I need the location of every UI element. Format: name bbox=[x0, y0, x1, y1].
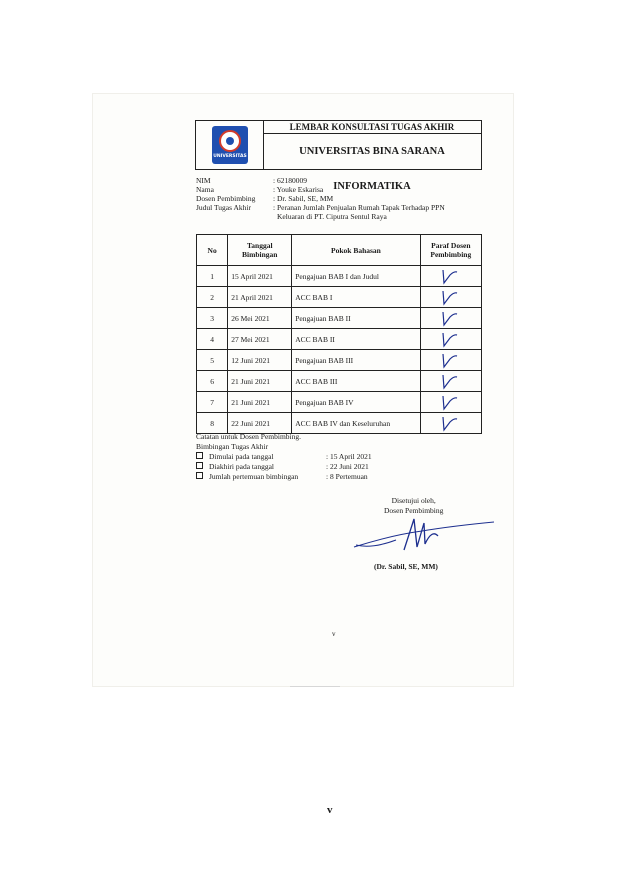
nama-label: Nama bbox=[196, 185, 214, 194]
row-signature bbox=[420, 350, 481, 371]
approval-line-2: Dosen Pembimbing bbox=[384, 506, 444, 515]
header-no: No bbox=[197, 235, 228, 266]
table-row bbox=[197, 392, 482, 413]
row-date: 15 April 2021 bbox=[228, 266, 292, 287]
supervisor-name: (Dr. Sabil, SE, MM) bbox=[374, 562, 438, 571]
row-date: 12 Juni 2021 bbox=[228, 350, 292, 371]
notes-item-label: Dimulai pada tanggal bbox=[209, 452, 274, 461]
row-signature bbox=[420, 392, 481, 413]
checkbox-icon bbox=[196, 462, 203, 469]
row-no: 4 bbox=[197, 329, 228, 350]
row-date: 21 Juni 2021 bbox=[228, 371, 292, 392]
paraf-signature-icon bbox=[439, 372, 459, 390]
approval-line-1: Disetujui oleh, bbox=[391, 496, 436, 505]
notes-item-value: : 22 Juni 2021 bbox=[326, 462, 369, 471]
table-row bbox=[197, 266, 482, 287]
row-topic: ACC BAB II bbox=[292, 329, 420, 350]
row-topic: Pengajuan BAB II bbox=[292, 308, 420, 329]
nim-label: NIM bbox=[196, 176, 211, 185]
document-title: LEMBAR KONSULTASI TUGAS AKHIR bbox=[263, 121, 481, 134]
table-row bbox=[197, 308, 482, 329]
header-tanggal-1: Tanggal bbox=[246, 241, 273, 250]
row-no: 1 bbox=[197, 266, 228, 287]
dosen-value: : Dr. Sabil, SE, MM bbox=[273, 194, 334, 203]
paraf-signature-icon bbox=[439, 393, 459, 411]
table-row bbox=[197, 329, 482, 350]
row-no: 3 bbox=[197, 308, 228, 329]
row-date: 27 Mei 2021 bbox=[228, 329, 292, 350]
judul-value-2: Keluaran di PT. Ciputra Sentul Raya bbox=[277, 212, 387, 221]
logo-text: UNIVERSITAS bbox=[213, 154, 247, 159]
row-no: 5 bbox=[197, 350, 228, 371]
supervisor-signature-icon bbox=[352, 513, 502, 561]
row-date: 26 Mei 2021 bbox=[228, 308, 292, 329]
row-no: 8 bbox=[197, 413, 228, 434]
nim-value: : 62180009 bbox=[273, 176, 307, 185]
row-signature bbox=[420, 287, 481, 308]
row-signature bbox=[420, 266, 481, 287]
header-pokok: Pokok Bahasan bbox=[292, 235, 420, 266]
header-tanggal-2: Bimbingan bbox=[242, 250, 278, 259]
notes-section bbox=[196, 432, 372, 482]
row-signature bbox=[420, 371, 481, 392]
row-signature bbox=[420, 329, 481, 350]
logo-cell bbox=[196, 121, 264, 169]
header-paraf-2: Pembimbing bbox=[430, 250, 472, 259]
paraf-signature-icon bbox=[439, 351, 459, 369]
judul-value-1: : Peranan Jumlah Penjualan Rumah Tapak Terhadap PPN bbox=[273, 203, 445, 212]
scan-edge-line bbox=[290, 686, 340, 687]
table-header-row bbox=[197, 235, 482, 266]
header-paraf-1: Paraf Dosen bbox=[431, 241, 471, 250]
row-no: 6 bbox=[197, 371, 228, 392]
university-name: UNIVERSITAS BINA SARANA INFORMATIKA bbox=[299, 146, 445, 192]
notes-item-value: : 8 Pertemuan bbox=[326, 472, 368, 481]
table-row bbox=[197, 371, 482, 392]
table-row bbox=[197, 350, 482, 371]
dosen-label: Dosen Pembimbing bbox=[196, 194, 256, 203]
row-signature bbox=[420, 413, 481, 434]
notes-item bbox=[196, 462, 369, 472]
row-signature bbox=[420, 308, 481, 329]
row-date: 21 April 2021 bbox=[228, 287, 292, 308]
university-logo-icon bbox=[212, 126, 248, 164]
row-topic: Pengajuan BAB III bbox=[292, 350, 420, 371]
checkbox-icon bbox=[196, 472, 203, 479]
checkbox-icon bbox=[196, 452, 203, 459]
row-topic: ACC BAB III bbox=[292, 371, 420, 392]
notes-item-label: Jumlah pertemuan bimbingan bbox=[209, 472, 299, 481]
paraf-signature-icon bbox=[439, 309, 459, 327]
page-number: v bbox=[327, 804, 333, 816]
judul-label: Judul Tugas Akhir bbox=[196, 203, 252, 212]
row-no: 7 bbox=[197, 392, 228, 413]
notes-item bbox=[196, 452, 372, 462]
table-row bbox=[197, 413, 482, 434]
notes-item-value: : 15 April 2021 bbox=[326, 452, 372, 461]
notes-line-2: Bimbingan Tugas Akhir bbox=[196, 442, 269, 451]
notes-item bbox=[196, 472, 368, 482]
row-topic: ACC BAB IV dan Keseluruhan bbox=[292, 413, 420, 434]
row-topic: Pengajuan BAB IV bbox=[292, 392, 420, 413]
consultation-table bbox=[196, 234, 482, 434]
row-date: 22 Juni 2021 bbox=[228, 413, 292, 434]
nama-value: : Youke Eskarisa bbox=[273, 185, 324, 194]
paraf-signature-icon bbox=[439, 330, 459, 348]
table-row bbox=[197, 287, 482, 308]
scan-page-number: v bbox=[332, 630, 336, 638]
header-paraf bbox=[420, 235, 481, 266]
notes-line-1: Catatan untuk Dosen Pembimbing. bbox=[196, 432, 301, 441]
row-no: 2 bbox=[197, 287, 228, 308]
row-topic: Pengajuan BAB I dan Judul bbox=[292, 266, 420, 287]
notes-item-label: Diakhiri pada tanggal bbox=[209, 462, 274, 471]
paraf-signature-icon bbox=[439, 267, 459, 285]
header-tanggal bbox=[228, 235, 292, 266]
paraf-signature-icon bbox=[439, 414, 459, 432]
row-date: 21 Juni 2021 bbox=[228, 392, 292, 413]
paraf-signature-icon bbox=[439, 288, 459, 306]
row-topic: ACC BAB I bbox=[292, 287, 420, 308]
